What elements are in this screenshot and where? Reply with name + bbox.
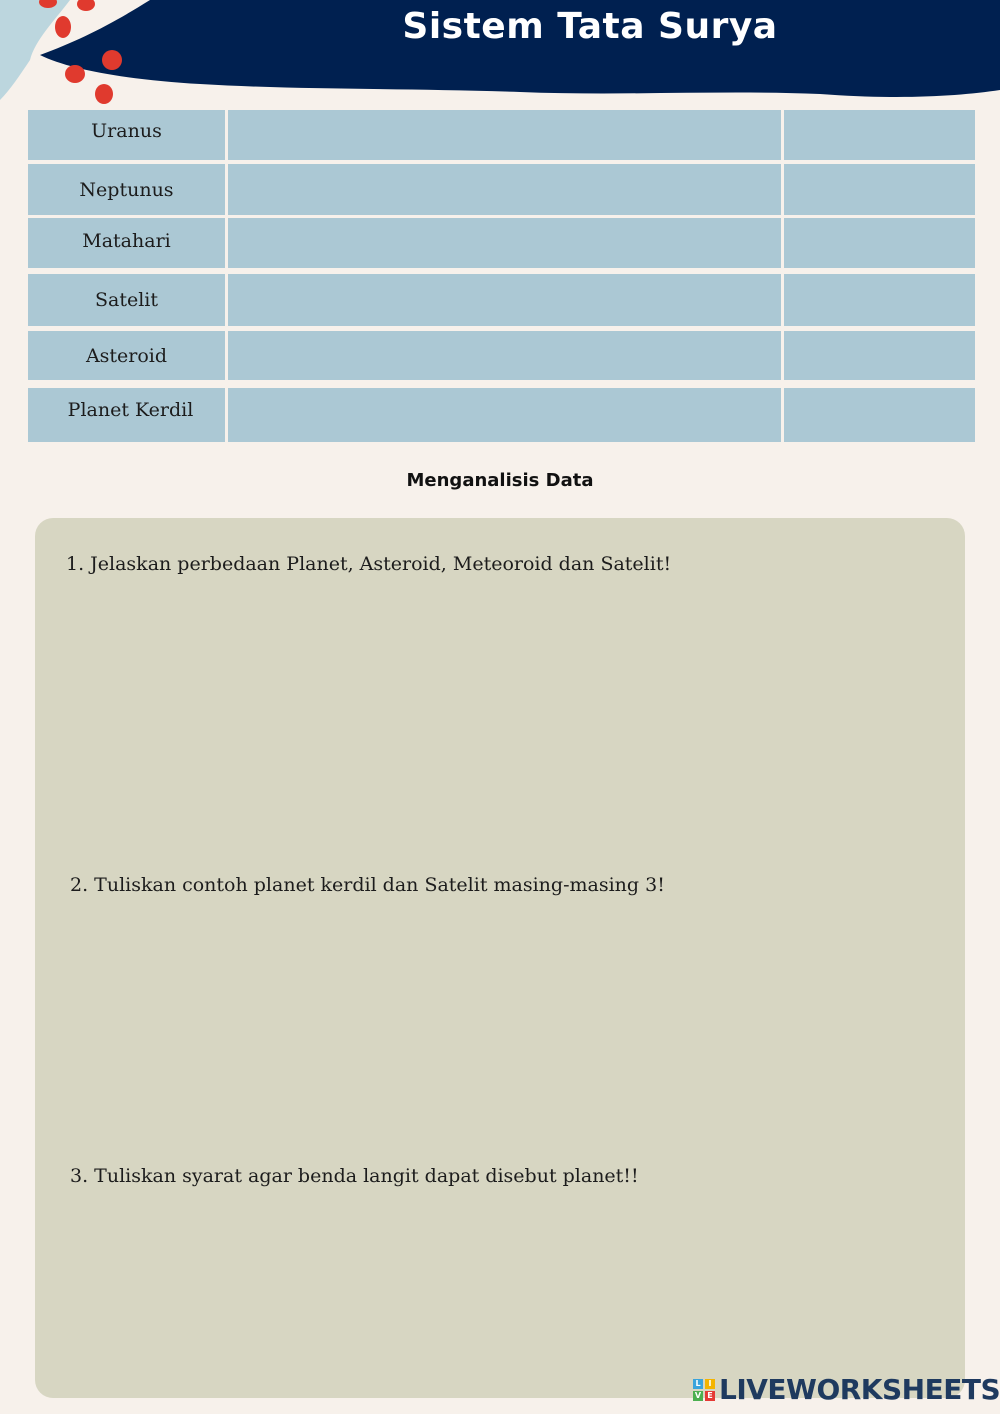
answer-area[interactable]: [35, 518, 965, 1398]
row-label: Matahari: [82, 230, 171, 252]
row-label-cell: [28, 218, 225, 268]
answer-cell[interactable]: [228, 331, 781, 380]
row-label: Planet Kerdil: [67, 399, 194, 421]
row-label-cell: [28, 164, 225, 215]
table-row: [28, 164, 975, 215]
row-label-cell: [28, 110, 225, 160]
row-label: Asteroid: [85, 344, 168, 367]
brand-text: LIVEWORKSHEETS: [719, 1373, 1000, 1406]
answer-cell[interactable]: [784, 274, 975, 326]
row-label: Satelit: [94, 289, 158, 311]
answer-cell[interactable]: [228, 164, 781, 215]
question-1: 1. Jelaskan perbedaan Planet, Asteroid, Meteoroid dan Satelit!: [66, 553, 672, 575]
row-label: Uranus: [91, 120, 162, 142]
table-row: [28, 274, 975, 326]
answer-cell[interactable]: [784, 331, 975, 380]
answer-cell[interactable]: [228, 218, 781, 268]
decoration-dot: [55, 16, 71, 38]
answer-cell[interactable]: [784, 388, 975, 442]
logo-letter: V: [694, 1390, 702, 1400]
row-label-cell: [28, 274, 225, 326]
logo-letter: I: [705, 1379, 715, 1389]
question-3: 3. Tuliskan syarat agar benda langit dapat disebut planet!!: [70, 1165, 639, 1187]
answer-cell[interactable]: [784, 110, 975, 160]
liveworksheets-icon: [693, 1379, 715, 1401]
section-title: Menganalisis Data: [406, 470, 594, 491]
row-label: Neptunus: [79, 178, 174, 201]
table-row: [28, 218, 975, 268]
logo-letter: L: [693, 1379, 703, 1389]
question-2: 2. Tuliskan contoh planet kerdil dan Satelit masing-masing 3!: [70, 874, 665, 896]
row-label-cell: [28, 331, 225, 380]
decoration-dot: [95, 84, 113, 104]
answer-cell[interactable]: [228, 388, 781, 442]
table-row: [28, 110, 975, 160]
answer-cell[interactable]: [228, 274, 781, 326]
row-label-cell: [28, 388, 225, 442]
liveworksheets-logo: [693, 1373, 1000, 1406]
answer-cell[interactable]: [784, 218, 975, 268]
table-row: [28, 388, 975, 442]
table-row: [28, 331, 975, 380]
logo-letter: E: [705, 1391, 715, 1401]
page-title: Sistem Tata Surya: [402, 6, 778, 47]
answer-cell[interactable]: [228, 110, 781, 160]
decoration-dot: [102, 50, 122, 70]
answer-cell[interactable]: [784, 164, 975, 215]
decoration-dot: [65, 65, 85, 83]
